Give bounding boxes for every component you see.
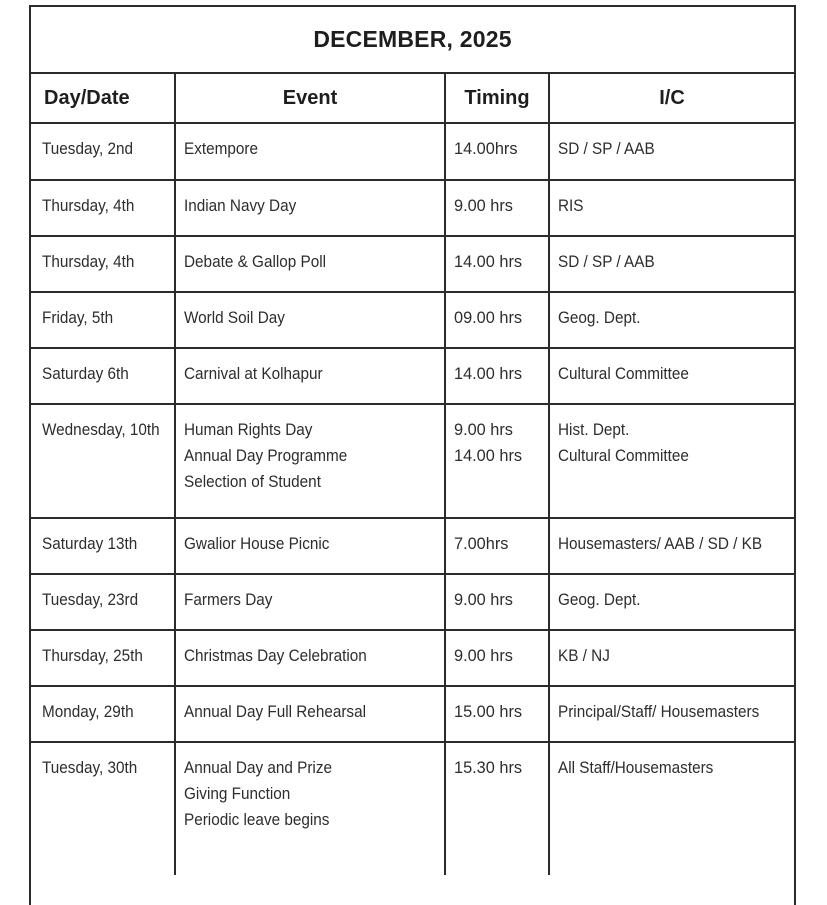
table-header-row	[31, 74, 794, 123]
timing-cell	[445, 123, 549, 180]
in-charge-cell	[549, 686, 794, 742]
in-charge-cell	[549, 123, 794, 180]
timing-cell-line: 15.00 hrs	[454, 702, 523, 721]
in-charge-cell-text	[558, 643, 770, 669]
timing-cell	[445, 236, 549, 292]
table-row	[31, 518, 794, 574]
in-charge-cell	[549, 236, 794, 292]
day-date-cell-text: Thursday, 4th	[42, 252, 135, 271]
event-cell-text	[184, 361, 418, 387]
in-charge-cell-line: All Staff/Housemasters	[558, 758, 714, 777]
timing-cell-text	[454, 305, 544, 331]
table-row	[31, 236, 794, 292]
day-date-cell-text: Saturday 13th	[42, 534, 138, 553]
day-date-cell-text: Saturday 6th	[42, 364, 129, 383]
in-charge-cell-line: SD / SP / AAB	[558, 139, 655, 158]
in-charge-cell	[549, 574, 794, 630]
day-date-cell	[31, 123, 175, 180]
event-cell-line: Annual Day Full Rehearsal	[184, 702, 366, 721]
table-row	[31, 630, 794, 686]
event-cell-text	[184, 193, 418, 219]
timing-cell-line: 14.00 hrs	[454, 252, 523, 271]
event-cell-line: World Soil Day	[184, 308, 285, 327]
event-cell	[175, 686, 445, 742]
timing-cell-text	[454, 531, 544, 557]
timing-cell	[445, 404, 549, 518]
in-charge-cell	[549, 518, 794, 574]
event-cell-text	[184, 249, 418, 275]
timing-cell	[445, 686, 549, 742]
event-cell-line: Human Rights Day	[184, 420, 313, 439]
event-cell-line: Debate & Gallop Poll	[184, 252, 327, 271]
in-charge-cell-text	[558, 193, 770, 219]
in-charge-cell-text	[558, 755, 770, 781]
in-charge-cell-line: Hist. Dept.	[558, 420, 630, 439]
day-date-cell	[31, 574, 175, 630]
column-header-timing: Timing	[445, 74, 549, 123]
day-date-cell	[31, 404, 175, 518]
in-charge-cell-line: Housemasters/ AAB / SD / KB	[558, 534, 763, 553]
day-date-cell	[31, 742, 175, 875]
in-charge-cell-text	[558, 531, 770, 557]
timing-cell-line: 09.00 hrs	[454, 308, 523, 327]
in-charge-cell	[549, 348, 794, 404]
event-cell	[175, 404, 445, 518]
table-row	[31, 123, 794, 180]
day-date-cell	[31, 292, 175, 348]
timing-cell	[445, 180, 549, 236]
timing-cell-line: 9.00 hrs	[454, 590, 513, 609]
timing-cell-line: 14.00hrs	[454, 139, 518, 158]
in-charge-cell-line: Principal/Staff/ Housemasters	[558, 702, 760, 721]
timing-cell	[445, 742, 549, 875]
event-cell	[175, 574, 445, 630]
in-charge-cell-line: KB / NJ	[558, 646, 610, 665]
event-cell-text	[184, 699, 418, 725]
in-charge-cell-text	[558, 361, 770, 387]
timing-cell-line: 15.30 hrs	[454, 758, 523, 777]
page-title: DECEMBER, 2025	[31, 7, 794, 74]
in-charge-cell-text	[558, 699, 770, 725]
in-charge-cell	[549, 180, 794, 236]
event-cell-line: Selection of Student	[184, 472, 321, 491]
event-cell-text	[184, 755, 418, 833]
timing-cell-text	[454, 417, 544, 469]
event-cell	[175, 180, 445, 236]
timing-cell-text	[454, 193, 544, 219]
event-cell	[175, 742, 445, 875]
events-table	[31, 74, 794, 875]
timing-cell-text	[454, 643, 544, 669]
timing-cell	[445, 574, 549, 630]
event-cell-line: Periodic leave begins	[184, 810, 330, 829]
in-charge-cell-text	[558, 249, 770, 275]
event-cell-line: Carnival at Kolhapur	[184, 364, 323, 383]
table-row	[31, 742, 794, 875]
in-charge-cell-text	[558, 417, 770, 469]
table-row	[31, 404, 794, 518]
event-cell-line: Indian Navy Day	[184, 196, 297, 215]
in-charge-cell-line: Cultural Committee	[558, 446, 689, 465]
day-date-cell	[31, 348, 175, 404]
timing-cell-line: 9.00 hrs	[454, 196, 513, 215]
day-date-cell-text: Tuesday, 2nd	[42, 139, 134, 158]
timing-cell-line: 14.00 hrs	[454, 364, 523, 383]
event-cell	[175, 518, 445, 574]
day-date-cell-text: Friday, 5th	[42, 308, 114, 327]
day-date-cell-text: Tuesday, 23rd	[42, 590, 139, 609]
event-cell	[175, 630, 445, 686]
table-row	[31, 292, 794, 348]
event-cell	[175, 123, 445, 180]
day-date-cell-text: Monday, 29th	[42, 702, 134, 721]
event-cell-text	[184, 417, 418, 495]
timing-cell-text	[454, 361, 544, 387]
event-cell-line: Farmers Day	[184, 590, 273, 609]
event-cell	[175, 292, 445, 348]
timing-cell-text	[454, 136, 544, 162]
day-date-cell-text: Thursday, 25th	[42, 646, 143, 665]
timing-cell-text	[454, 587, 544, 613]
column-header-event: Event	[175, 74, 445, 123]
timing-cell-text	[454, 249, 544, 275]
table-row	[31, 686, 794, 742]
timing-cell-text	[454, 755, 544, 781]
event-cell	[175, 236, 445, 292]
in-charge-cell-line: RIS	[558, 196, 584, 215]
in-charge-cell-text	[558, 587, 770, 613]
in-charge-cell	[549, 630, 794, 686]
in-charge-cell-line: SD / SP / AAB	[558, 252, 655, 271]
day-date-cell	[31, 686, 175, 742]
table-row	[31, 348, 794, 404]
column-header-ic: I/C	[549, 74, 794, 123]
table-body	[31, 123, 794, 875]
event-cell-text	[184, 531, 418, 557]
event-cell-text	[184, 136, 418, 162]
timing-cell	[445, 292, 549, 348]
day-date-cell-text: Wednesday, 10th	[42, 420, 160, 439]
event-cell-text	[184, 305, 418, 331]
in-charge-cell-line: Geog. Dept.	[558, 308, 641, 327]
day-date-cell	[31, 180, 175, 236]
column-header-day: Day/Date	[31, 74, 175, 123]
in-charge-cell-text	[558, 136, 770, 162]
in-charge-cell-line: Geog. Dept.	[558, 590, 641, 609]
event-cell-line: Christmas Day Celebration	[184, 646, 367, 665]
timing-cell-line: 9.00 hrs	[454, 646, 513, 665]
event-cell-line: Annual Day and Prize	[184, 758, 332, 777]
timing-cell-text	[454, 699, 544, 725]
timing-cell-line: 7.00hrs	[454, 534, 509, 553]
in-charge-cell-text	[558, 305, 770, 331]
event-cell-text	[184, 643, 418, 669]
day-date-cell-text: Tuesday, 30th	[42, 758, 138, 777]
day-date-cell-text: Thursday, 4th	[42, 196, 135, 215]
day-date-cell	[31, 236, 175, 292]
event-cell-text	[184, 587, 418, 613]
timing-cell-line: 14.00 hrs	[454, 446, 523, 465]
in-charge-cell	[549, 292, 794, 348]
event-cell-line: Giving Function	[184, 784, 291, 803]
event-cell	[175, 348, 445, 404]
event-cell-line: Gwalior House Picnic	[184, 534, 330, 553]
calendar-sheet	[29, 5, 796, 905]
timing-cell-line: 9.00 hrs	[454, 420, 513, 439]
timing-cell	[445, 348, 549, 404]
in-charge-cell-line: Cultural Committee	[558, 364, 689, 383]
event-cell-line: Extempore	[184, 139, 258, 158]
day-date-cell	[31, 630, 175, 686]
timing-cell	[445, 630, 549, 686]
event-cell-line: Annual Day Programme	[184, 446, 348, 465]
table-row	[31, 180, 794, 236]
in-charge-cell	[549, 742, 794, 875]
timing-cell	[445, 518, 549, 574]
day-date-cell	[31, 518, 175, 574]
in-charge-cell	[549, 404, 794, 518]
table-row	[31, 574, 794, 630]
